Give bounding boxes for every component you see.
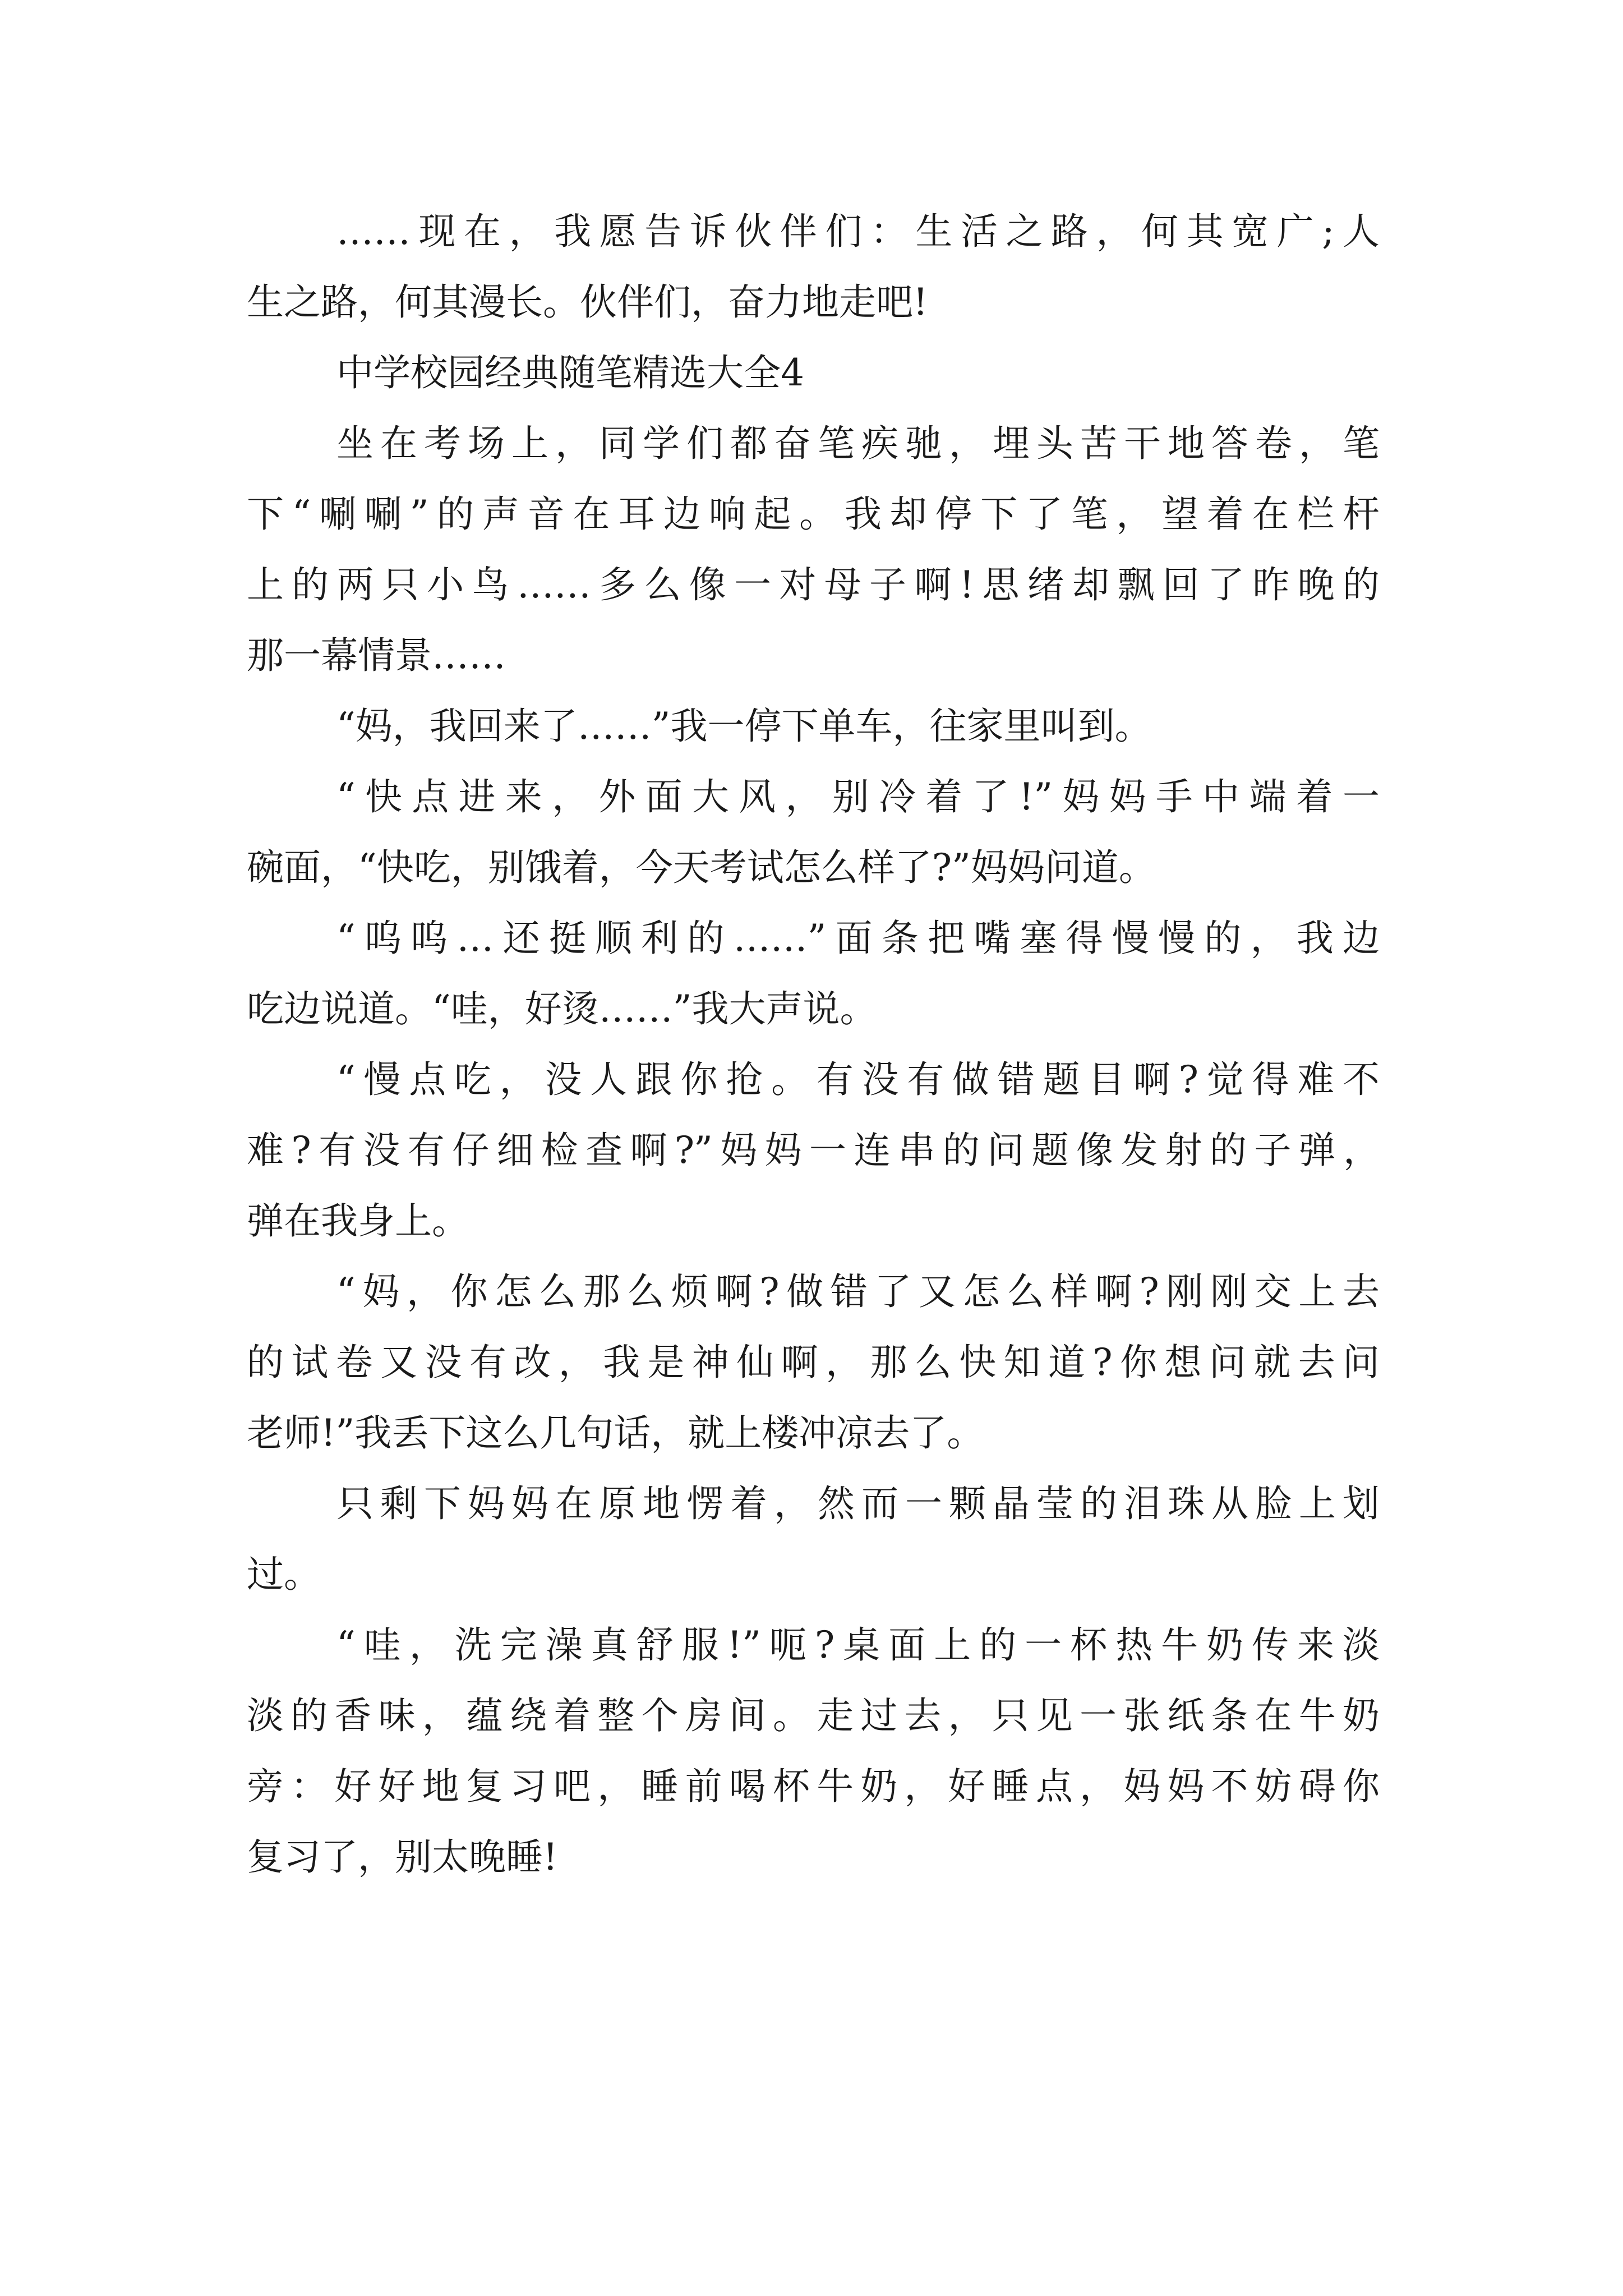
text-line: “呜呜…还挺顺利的……”面条把嘴塞得慢慢的，我边 [336, 917, 1380, 960]
paragraph [247, 196, 1380, 338]
paragraph [247, 1257, 1380, 1469]
text-line: 上的两只小鸟……多么像一对母子啊!思绪却飘回了昨晚的 [247, 563, 1380, 606]
text-line: 旁：好好地复习吧，睡前喝杯牛奶，好睡点，妈妈不妨碍你 [247, 1765, 1380, 1808]
section-heading [247, 338, 1380, 408]
text-line: 弹在我身上。 [247, 1199, 469, 1243]
text-line: 那一幕情景…… [247, 634, 506, 677]
text-line: 中学校园经典随笔精选大全4 [336, 351, 804, 394]
text-line: “妈，我回来了……”我一停下单车，往家里叫到。 [336, 705, 1152, 748]
document-page [247, 196, 1380, 1893]
paragraph [247, 691, 1380, 762]
text-line: 坐在考场上，同学们都奋笔疾驰，埋头苦干地答卷，笔 [336, 422, 1380, 465]
paragraph [247, 1610, 1380, 1893]
text-line: “慢点吃，没人跟你抢。有没有做错题目啊?觉得难不 [336, 1058, 1380, 1101]
text-line: 复习了，别太晚睡! [247, 1835, 558, 1879]
text-line: “妈，你怎么那么烦啊?做错了又怎么样啊?刚刚交上去 [336, 1270, 1380, 1313]
text-line: 下“唰唰”的声音在耳边响起。我却停下了笔，望着在栏杆 [247, 493, 1380, 536]
text-line: 的试卷又没有改，我是神仙啊，那么快知道?你想问就去问 [247, 1341, 1380, 1384]
paragraph [247, 762, 1380, 903]
paragraph [247, 1045, 1380, 1257]
paragraph [247, 903, 1380, 1045]
text-line: 只剩下妈妈在原地愣着，然而一颗晶莹的泪珠从脸上划 [336, 1482, 1380, 1525]
text-line: “快点进来，外面大风，别冷着了!”妈妈手中端着一 [336, 775, 1380, 818]
paragraph [247, 1469, 1380, 1610]
text-line: 老师!”我丢下这么几句话，就上楼冲凉去了。 [247, 1411, 984, 1455]
paragraph [247, 408, 1380, 691]
text-line: 生之路，何其漫长。伙伴们，奋力地走吧! [247, 280, 928, 324]
text-line: 过。 [247, 1553, 321, 1596]
text-line: 碗面，“快吃，别饿着，今天考试怎么样了?”妈妈问道。 [247, 846, 1156, 889]
text-line: 吃边说道。“哇，好烫……”我大声说。 [247, 987, 877, 1030]
text-line: “哇，洗完澡真舒服!”呃?桌面上的一杯热牛奶传来淡 [336, 1623, 1380, 1667]
text-line: 难?有没有仔细检查啊?”妈妈一连串的问题像发射的子弹， [247, 1129, 1380, 1172]
text-line: 淡的香味，蕴绕着整个房间。走过去，只见一张纸条在牛奶 [247, 1694, 1380, 1737]
text-line: ……现在，我愿告诉伙伴们：生活之路，何其宽广;人 [336, 210, 1380, 253]
